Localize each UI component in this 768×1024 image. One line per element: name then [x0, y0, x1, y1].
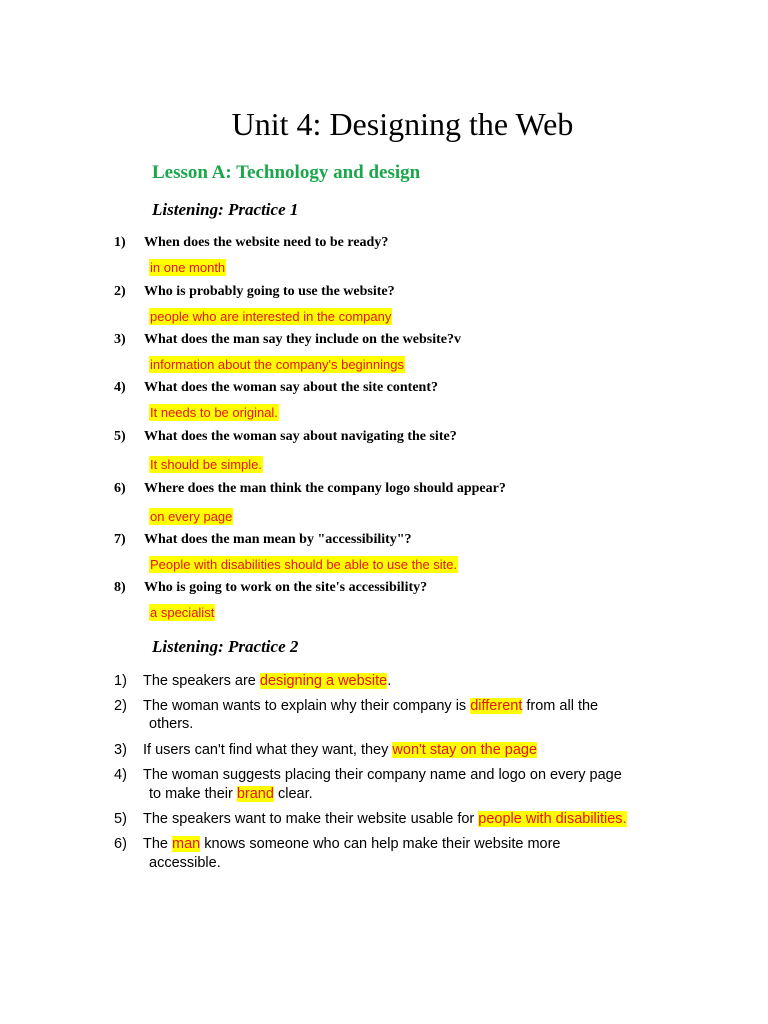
practice-2-heading: Listening: Practice 2 [152, 637, 299, 656]
question-text: Who is going to work on the site's accessibility? [144, 580, 428, 595]
answer-highlight: different [470, 698, 523, 714]
answer-highlight: brand [236, 786, 274, 802]
item-number: 5) [114, 811, 127, 827]
question-number: 4) [114, 380, 126, 395]
lesson-heading: Lesson A: Technology and design [152, 162, 421, 183]
question-number: 6) [114, 481, 126, 496]
item-continuation: to make their brand clear. [149, 786, 313, 802]
question-number: 3) [114, 332, 126, 347]
item-text: If users can't find what they want, they won't stay on the page [143, 742, 538, 758]
answer-highlight: information about the company's beginnings [150, 357, 404, 372]
answer-highlight: a specialist [150, 605, 215, 620]
question-text: What does the man say they include on the website?v [144, 332, 461, 347]
answer-highlight: on every page [150, 509, 233, 524]
question-text: When does the website need to be ready? [144, 235, 389, 250]
item-text: The man knows someone who can help make their website more [143, 836, 561, 852]
item-text: The woman wants to explain why their company is different from all the [143, 698, 599, 714]
question-text: Who is probably going to use the website? [144, 284, 395, 299]
question-text: Where does the man think the company logo should appear? [144, 481, 506, 496]
item-text: The speakers are designing a website. [143, 673, 392, 689]
item-number: 2) [114, 698, 127, 714]
item-continuation: others. [149, 716, 194, 732]
item-number: 1) [114, 673, 127, 689]
item-continuation: accessible. [149, 855, 221, 871]
answer-highlight: in one month [150, 260, 226, 275]
answer-highlight: It should be simple. [150, 457, 263, 472]
item-text: The speakers want to make their website usable for people with disabilities. [143, 811, 627, 827]
question-number: 2) [114, 284, 126, 299]
item-number: 3) [114, 742, 127, 758]
question-text: What does the woman say about the site content? [144, 380, 438, 395]
item-number: 6) [114, 836, 127, 852]
item-number: 4) [114, 767, 127, 783]
item-text: The woman suggests placing their company name and logo on every page [143, 767, 622, 783]
answer-highlight: won't stay on the page [392, 742, 538, 758]
answer-highlight: designing a website [259, 673, 388, 689]
answer-highlight: It needs to be original. [150, 405, 278, 420]
question-number: 1) [114, 235, 126, 250]
question-text: What does the man mean by "accessibility"? [144, 532, 412, 547]
answer-highlight: people who are interested in the company [150, 309, 392, 324]
question-number: 7) [114, 532, 126, 547]
question-number: 8) [114, 580, 126, 595]
answer-highlight: People with disabilities should be able to use the site. [150, 557, 458, 572]
answer-highlight: man [172, 836, 201, 852]
page-title: Unit 4: Designing the Web [231, 106, 574, 142]
practice-1-heading: Listening: Practice 1 [152, 200, 299, 219]
question-number: 5) [114, 429, 126, 444]
question-text: What does the woman say about navigating the site? [144, 429, 457, 444]
answer-highlight: people with disabilities. [478, 811, 627, 827]
